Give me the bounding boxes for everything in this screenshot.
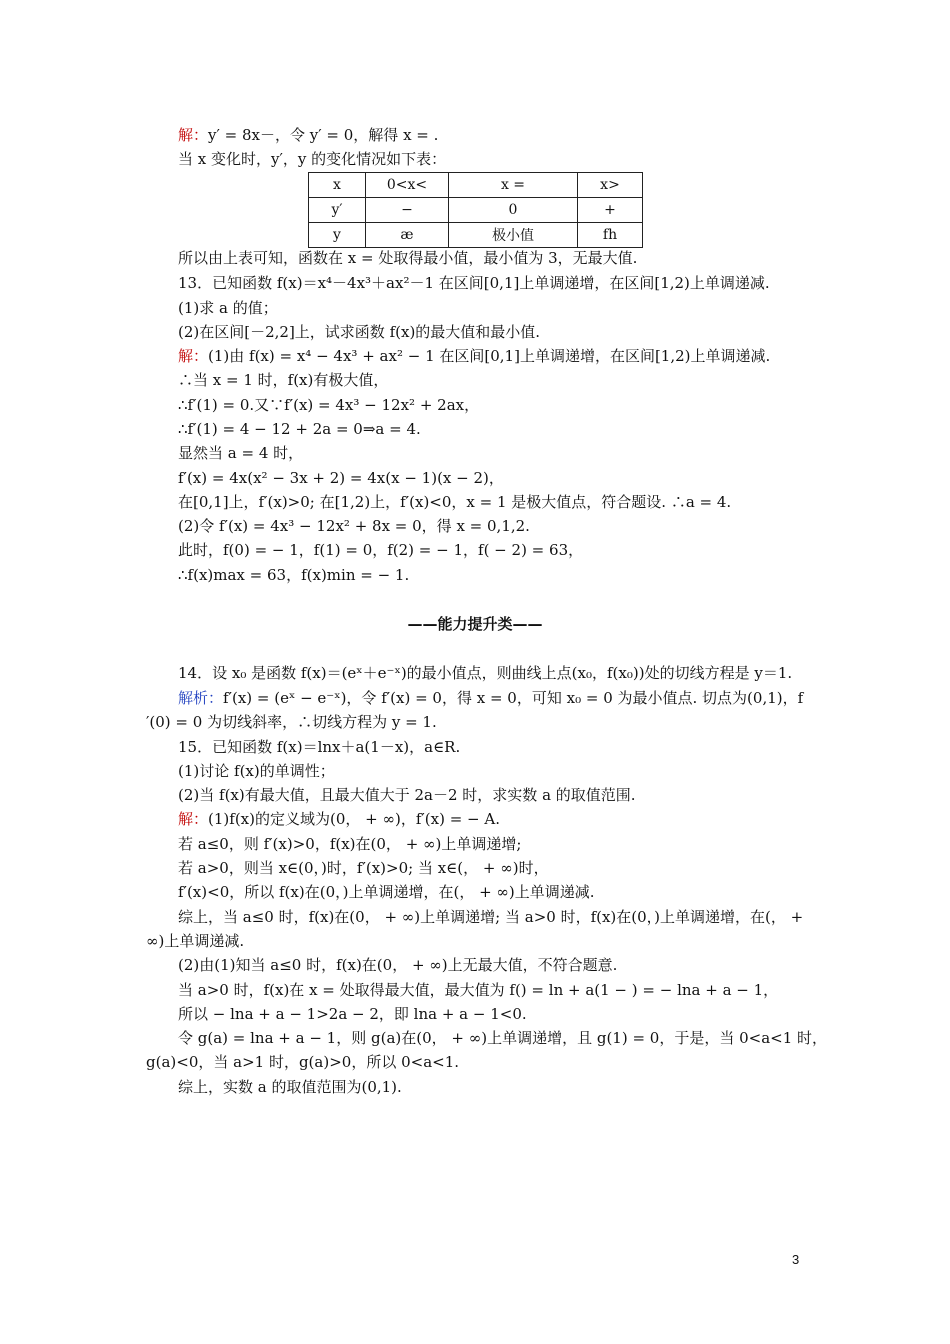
text-line: 当 a>0 时，f(x)在 x = 处取得最大值，最大值为 f() = ln + a(1 − ) = − lna + a − 1， [178, 981, 779, 999]
text-line: 显然当 a = 4 时， [178, 444, 304, 462]
text-line: ∴f(x)max = 63，f(x)min = − 1. [178, 566, 410, 584]
text-line: (1)讨论 f(x)的单调性； [178, 762, 335, 780]
text-line: 若 a>0，则当 x∈(0，)时，f′(x)>0; 当 x∈(， + ∞)时， [178, 859, 549, 877]
table-row: y æ 极小值 fh [309, 223, 643, 248]
variation-table [308, 172, 643, 248]
solution-label: 解： [178, 810, 209, 828]
text-line: g(a)<0，当 a>1 时，g(a)>0，所以 0<a<1. [146, 1053, 460, 1071]
problem-14: 14．设 x₀ 是函数 f(x)＝(eˣ＋e⁻ˣ)的最小值点，则曲线上点(x₀，f(x₀))处的切线方程是 y＝1. [178, 664, 793, 682]
problem-15: 15．已知函数 f(x)＝lnx＋a(1－x)，a∈R. [178, 738, 461, 756]
text-line: 在[0,1]上，f′(x)>0; 在[1,2)上，f′(x)<0，x = 1 是极大值点，符合题设. ∴a = 4. [178, 493, 732, 511]
analysis-label: 解析： [178, 689, 224, 707]
section-heading: ——能力提升类—— [407, 615, 543, 633]
solution-line: 解：y′ = 8x－，令 y′ = 0，解得 x = . [178, 126, 439, 144]
text-line: ∴f′(1) = 4 − 12 + 2a = 0⇒a = 4. [178, 420, 421, 438]
text-line: (2)令 f′(x) = 4x³ − 12x² + 8x = 0，得 x = 0,1,2. [178, 517, 530, 535]
analysis-line: 解析：f′(x) = (eˣ − e⁻ˣ)，令 f′(x) = 0，得 x = 0，可知 x₀ = 0 为最小值点. 切点为(0,1)，f [178, 689, 804, 707]
text-line: 此时，f(0) = − 1，f(1) = 0，f(2) = − 1，f( − 2) = 63， [178, 541, 584, 559]
solution-line: 解：(1)f(x)的定义域为(0， + ∞)，f′(x) = − A. [178, 810, 500, 828]
text-line: (1)求 a 的值； [178, 299, 278, 317]
text-line: 综上，当 a≤0 时，f(x)在(0， + ∞)上单调递增; 当 a>0 时，f(x)在(0，)上单调递增，在(， + [178, 908, 804, 926]
text-line: 所以由上表可知，函数在 x = 处取得最小值，最小值为 3，无最大值. [178, 249, 638, 267]
text-line: ∴当 x = 1 时，f(x)有极大值， [178, 371, 389, 389]
table-row: y′ − 0 + [309, 198, 643, 223]
table-row: x 0<x< x = x> [309, 173, 643, 198]
text-line: (2)在区间[－2,2]上，试求函数 f(x)的最大值和最小值. [178, 323, 541, 341]
problem-13: 13．已知函数 f(x)＝x⁴－4x³＋ax²－1 在区间[0,1]上单调递增，在区间[1,2)上单调递减. [178, 274, 770, 292]
solution-line: 解：(1)由 f(x) = x⁴ − 4x³ + ax² − 1 在区间[0,1]上单调递增，在区间[1,2)上单调递减. [178, 347, 771, 365]
solution-label: 解： [178, 347, 209, 365]
text-line: f′(x)<0，所以 f(x)在(0，)上单调递增，在(， + ∞)上单调递减. [178, 883, 595, 901]
text-line: 综上，实数 a 的取值范围为(0,1). [178, 1078, 402, 1096]
text-line: f′(x) = 4x(x² − 3x + 2) = 4x(x − 1)(x − 2)， [178, 469, 504, 487]
page-number: 3 [792, 1252, 800, 1267]
text-line: 所以 − lna + a − 1>2a − 2，即 lna + a − 1<0. [178, 1005, 527, 1023]
text-line: ∴f′(1) = 0.又∵f′(x) = 4x³ − 12x² + 2ax， [178, 396, 480, 414]
text-line: (2)由(1)知当 a≤0 时，f(x)在(0， + ∞)上无最大值，不符合题意. [178, 956, 618, 974]
text-line: 若 a≤0，则 f′(x)>0，f(x)在(0， + ∞)上单调递增; [178, 835, 522, 853]
text-line: ′(0) = 0 为切线斜率，∴切线方程为 y = 1. [146, 713, 437, 731]
solution-label: 解： [178, 126, 209, 144]
text-line: ∞)上单调递减. [146, 932, 245, 950]
text-line: (2)当 f(x)有最大值，且最大值大于 2a－2 时，求实数 a 的取值范围. [178, 786, 636, 804]
text-line: 当 x 变化时，y′，y 的变化情况如下表： [178, 150, 447, 168]
text-line: 令 g(a) = lna + a − 1，则 g(a)在(0， + ∞)上单调递增，且 g(1) = 0，于是，当 0<a<1 时， [178, 1029, 828, 1047]
